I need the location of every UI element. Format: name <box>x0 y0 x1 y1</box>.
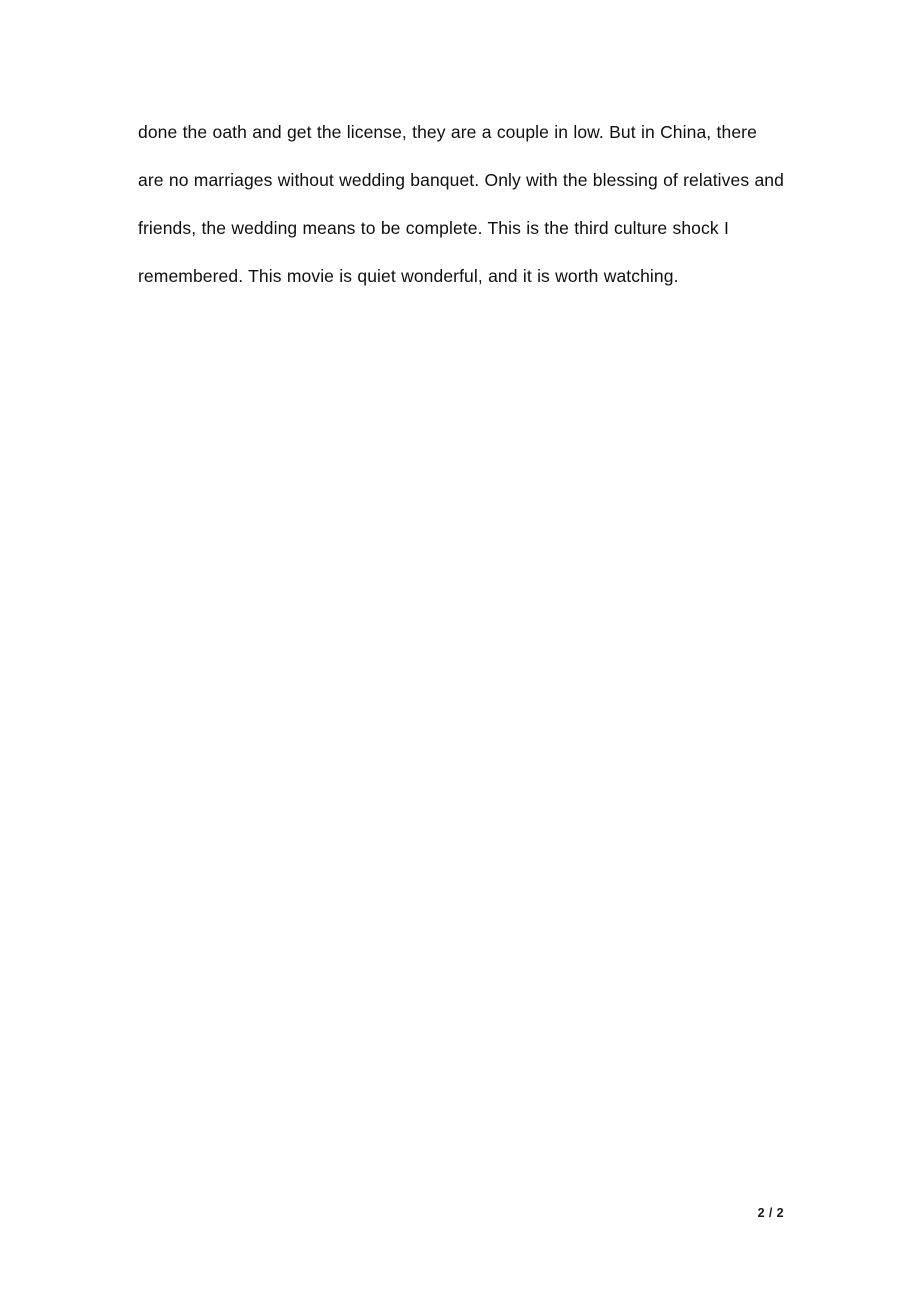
page-number: 2 / 2 <box>757 1206 784 1220</box>
document-body <box>138 108 786 300</box>
body-paragraph: done the oath and get the license, they are a couple in low. But in China, there are no marriages without wedding banquet. Only with the blessing of relatives and friends, the wedding means to be complete. This is the third culture shock I remembered. This movie is quiet wonderful, and it is worth watching. <box>138 122 784 286</box>
